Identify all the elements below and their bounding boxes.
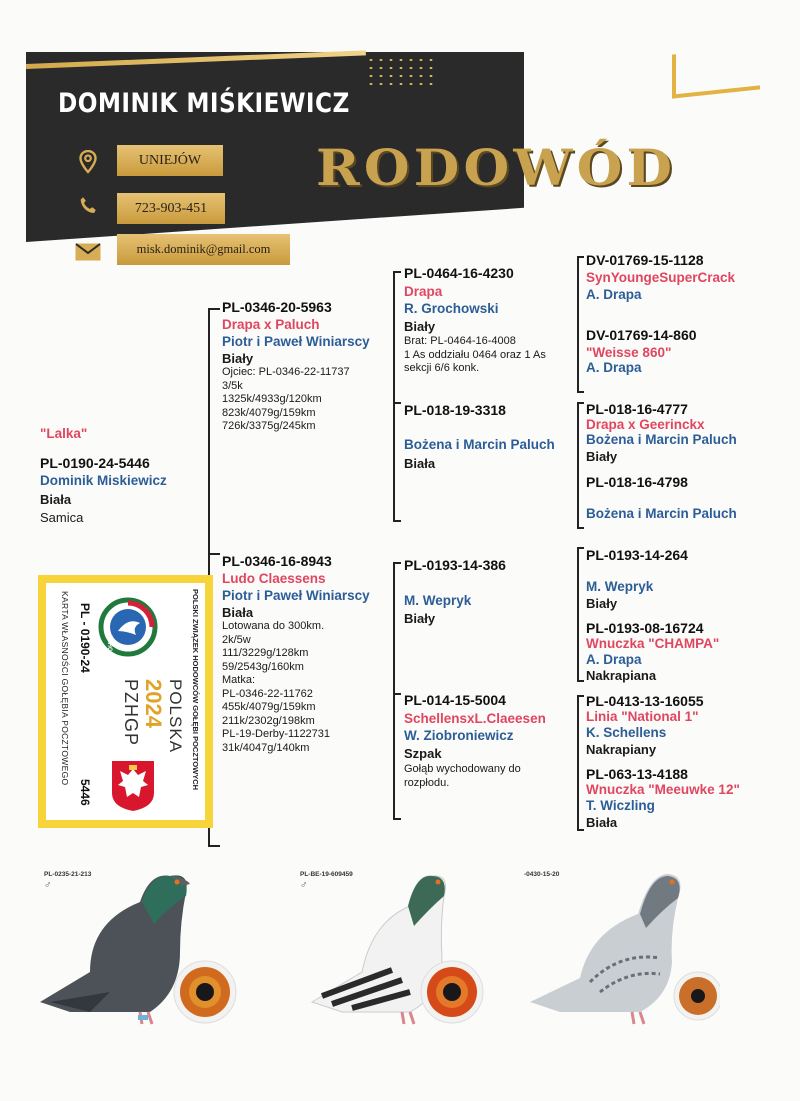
ggp-1-name: SynYoungeSuperCrack	[586, 270, 736, 285]
ggp-1-breeder: A. Drapa	[586, 287, 642, 302]
ggp-8-breeder: T. Wiczling	[586, 798, 655, 813]
note-line: 211k/2302g/198km	[222, 714, 315, 727]
phone-box: 723-903-451	[117, 193, 225, 224]
tree-line-gen3b	[577, 402, 579, 528]
gp-mf-color: Biały	[404, 611, 436, 626]
ownership-card	[38, 575, 213, 828]
ggp-6-color: Nakrapiana	[586, 668, 657, 683]
email-box: misk.dominik@gmail.com	[117, 234, 290, 265]
tree-tick	[577, 829, 584, 831]
ggp-5-breeder: M. Wepryk	[586, 579, 654, 594]
page-title: RODOWÓD	[316, 138, 677, 197]
ggp-3-breeder: Bożena i Marcin Paluch	[586, 432, 737, 447]
father-name: Drapa x Paluch	[222, 317, 320, 332]
note-line: 726k/3375g/245km	[222, 420, 316, 432]
subject-color: Biała	[40, 492, 72, 507]
photo-1-sex: ♂	[44, 880, 52, 891]
phone-icon	[74, 192, 102, 220]
gp-ff-name: Drapa	[404, 284, 443, 299]
note-line: Matka:	[222, 674, 256, 686]
tree-line-gen3d	[577, 695, 579, 830]
tree-tick	[577, 680, 584, 682]
eagle-emblem-icon	[110, 759, 156, 813]
mother-color: Biała	[222, 605, 254, 620]
envelope-icon	[74, 238, 102, 266]
pigeon-photo-1	[30, 862, 240, 1032]
card-ring-prefix: PL - 0190-24	[78, 603, 92, 673]
ggp-7-color: Nakrapiany	[586, 742, 657, 757]
mother-breeder: Piotr i Paweł Winiarscy	[222, 588, 370, 603]
ggp-5-ring: PL-0193-14-264	[586, 547, 688, 563]
ggp-7-name: Linia "National 1"	[586, 709, 699, 724]
gp-mm-color: Szpak	[404, 746, 442, 761]
tree-tick	[577, 256, 584, 258]
tree-tick	[393, 693, 401, 695]
ownership-card-inner	[46, 583, 205, 820]
gp-mm-notes	[404, 763, 521, 790]
tree-tick	[577, 391, 584, 393]
ggp-8-ring: PL-063-13-4188	[586, 766, 688, 782]
photo-3-id: -0430-15-20	[524, 871, 560, 878]
gp-mf-breeder: M. Wepryk	[404, 593, 472, 608]
note-line: 823k/4079g/159km	[222, 406, 316, 419]
tree-line-gen2a	[393, 271, 395, 521]
photo-2-id: PL-BE-19-609459	[300, 871, 353, 878]
gp-fm-breeder: Bożena i Marcin Paluch	[404, 437, 555, 452]
card-org: PZHGP	[121, 679, 141, 747]
mother-notes	[222, 620, 330, 755]
tree-tick	[577, 547, 584, 549]
photo-1-id: PL-0235-21-213	[44, 871, 92, 878]
tree-tick	[577, 402, 584, 404]
ggp-8-name: Wnuczka "Meeuwke 12"	[586, 782, 740, 797]
note-line: Lotowana do 300km.	[222, 620, 325, 632]
note-line: 111/3229g/128km	[222, 647, 309, 659]
note-line: 3/5k	[222, 379, 243, 392]
gp-mm-name: SchellensxL.Claeesen	[404, 711, 546, 726]
ggp-6-ring: PL-0193-08-16724	[586, 620, 704, 636]
gp-fm-ring: PL-018-19-3318	[404, 402, 506, 418]
card-year: 2024	[141, 679, 166, 728]
mother-name: Ludo Claessens	[222, 571, 326, 586]
father-color: Biały	[222, 351, 254, 366]
ggp-7-breeder: K. Schellens	[586, 725, 667, 740]
pzhgp-logo-icon	[98, 597, 158, 657]
card-country: POLSKA	[166, 679, 185, 754]
ggp-3-ring: PL-018-16-4777	[586, 401, 688, 417]
tree-tick	[393, 562, 401, 564]
pzhgp-logo-text: PZHGP	[106, 635, 112, 656]
gp-ff-notes	[404, 335, 546, 376]
father-notes	[222, 366, 350, 434]
gp-ff-breeder: R. Grochowski	[404, 301, 499, 316]
ggp-3-name: Drapa x Geerinckx	[586, 417, 705, 432]
note-line: Ojciec: PL-0346-22-11737	[222, 366, 350, 378]
card-label: KARTA WŁASNOŚCI GOŁĘBIA POCZTOWEGO	[60, 591, 70, 786]
pigeon-photo-3	[520, 862, 720, 1032]
ggp-7-ring: PL-0413-13-16055	[586, 693, 704, 709]
decorative-dots	[366, 56, 436, 86]
ggp-6-name: Wnuczka "CHAMPA"	[586, 636, 720, 651]
note-line: Brat: PL-0464-16-4008	[404, 335, 516, 347]
tree-tick	[393, 818, 401, 820]
tree-tick	[577, 527, 584, 529]
note-line: rozpłodu.	[404, 776, 450, 789]
gp-mm-ring: PL-014-15-5004	[404, 692, 506, 708]
tree-line-gen3c	[577, 547, 579, 681]
subject-sex: Samica	[40, 510, 84, 525]
card-ring-number: 5446	[78, 779, 92, 806]
note-line: 31k/4047g/140km	[222, 741, 310, 754]
note-line: 455k/4079g/159km	[222, 701, 316, 713]
tree-tick	[208, 308, 220, 310]
gp-fm-color: Biała	[404, 456, 436, 471]
decorative-corner	[672, 45, 760, 98]
tree-tick	[577, 695, 584, 697]
subject-nickname: "Lalka"	[40, 426, 88, 441]
ggp-4-ring: PL-018-16-4798	[586, 474, 688, 490]
father-breeder: Piotr i Paweł Winiarscy	[222, 334, 370, 349]
tree-tick	[208, 845, 220, 847]
note-line: PL-0346-22-11762	[222, 687, 313, 700]
ggp-2-name: "Weisse 860"	[586, 345, 672, 360]
ggp-2-ring: DV-01769-14-860	[586, 327, 697, 343]
location-box: UNIEJÓW	[117, 145, 223, 176]
note-line: 59/2543g/160km	[222, 660, 304, 673]
ggp-3-color: Biały	[586, 449, 618, 464]
gp-ff-ring: PL-0464-16-4230	[404, 265, 514, 281]
card-association: POLSKI ZWIĄZEK HODOWCÓW GOŁĘBI POCZTOWYCH	[191, 589, 200, 791]
tree-line-gen2b	[393, 562, 395, 819]
note-line: Gołąb wychodowany do	[404, 763, 521, 775]
gp-ff-color: Biały	[404, 319, 436, 334]
father-ring: PL-0346-20-5963	[222, 299, 332, 315]
tree-line-gen3a	[577, 256, 579, 392]
ggp-4-breeder: Bożena i Marcin Paluch	[586, 506, 737, 521]
location-pin-icon	[74, 148, 102, 176]
owner-name: DOMINIK MIŚKIEWICZ	[58, 88, 350, 119]
tree-tick	[208, 553, 220, 555]
note-line: 2k/5w	[222, 633, 251, 646]
photo-2-sex: ♂	[300, 880, 308, 891]
ggp-6-breeder: A. Drapa	[586, 652, 642, 667]
note-line: 1325k/4933g/120km	[222, 393, 322, 405]
note-line: sekcji 6/6 konk.	[404, 362, 480, 374]
gp-mm-breeder: W. Ziobroniewicz	[404, 728, 514, 743]
tree-tick	[393, 271, 401, 273]
subject-owner: Dominik Miskiewicz	[40, 473, 167, 488]
subject-ring: PL-0190-24-5446	[40, 455, 150, 471]
mother-ring: PL-0346-16-8943	[222, 553, 332, 569]
tree-tick	[393, 520, 401, 522]
ggp-2-breeder: A. Drapa	[586, 360, 642, 375]
ggp-1-ring: DV-01769-15-1128	[586, 252, 704, 268]
pigeon-photo-2	[292, 862, 502, 1032]
ggp-5-color: Biały	[586, 596, 618, 611]
note-line: PL-19-Derby-1122731	[222, 728, 331, 740]
note-line: 1 As oddziału 0464 oraz 1 As	[404, 348, 546, 361]
gp-mf-ring: PL-0193-14-386	[404, 557, 506, 573]
tree-tick	[393, 402, 401, 404]
ggp-8-color: Biała	[586, 815, 618, 830]
